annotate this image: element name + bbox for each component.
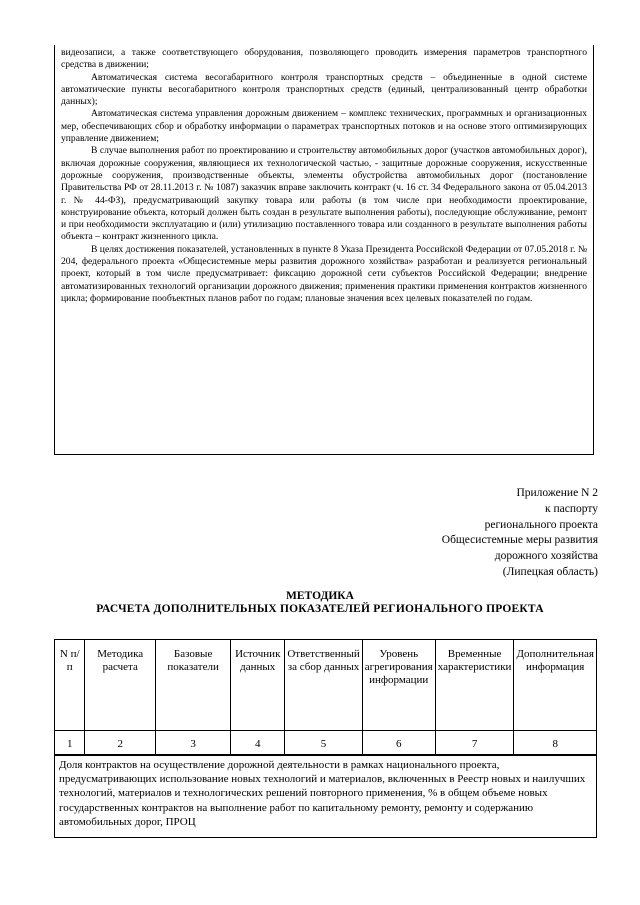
methodology-table xyxy=(54,639,597,756)
header-cell: Методика расчета xyxy=(85,640,156,731)
header-cell: Источник данных xyxy=(231,640,285,731)
number-cell: 5 xyxy=(285,731,362,756)
appendix-line: (Липецкая область) xyxy=(502,565,598,578)
appendix-line: Общесистемные меры развития xyxy=(441,534,598,547)
number-cell: 3 xyxy=(156,731,231,756)
appendix-line: дорожного хозяйства xyxy=(494,550,598,563)
number-cell: 8 xyxy=(514,731,597,756)
appendix-line: к паспорту xyxy=(545,502,598,515)
number-cell: 1 xyxy=(55,731,85,756)
paragraph: Автоматическая система управления дорожным движением – комплекс технических, программных и организационных мер, обеспечивающих сбор и обработку информации о параметрах транспортных потоков и на основе этого оптимизирующих управление движением; xyxy=(61,108,587,145)
document-title: МЕТОДИКА xyxy=(286,590,354,602)
header-cell: Базовые показатели xyxy=(156,640,231,731)
header-cell: Ответственный за сбор данных xyxy=(285,640,362,731)
number-cell: 7 xyxy=(435,731,514,756)
appendix-line: Приложение N 2 xyxy=(516,487,598,499)
number-cell: 2 xyxy=(85,731,156,756)
paragraph: Автоматическая система весогабаритного контроля транспортных средств – объединенные в одной системе автоматические пункты весогабаритного контроля транспортных средств (единый, централизованный центр обработки данных); xyxy=(61,71,587,108)
indicator-description: Доля контрактов на осуществление дорожной деятельности в рамках национального проекта, предусматривающих использование новых технологий и материалов, включенных в Реестр новых и наилучших технологий, материалов и технологических решений повторного применения, % в общем объеме новых государственных контрактов на выполнение работ по капитальному ремонту, ремонту и содержанию автомобильных дорог, ПРОЦ xyxy=(54,754,597,838)
text-box xyxy=(54,45,594,455)
header-cell: Дополнительная информация xyxy=(514,640,597,731)
table-header-row xyxy=(55,640,597,731)
number-cell: 4 xyxy=(231,731,285,756)
paragraph: видеозаписи, а также соответствующего оборудования, позволяющего проводить измерения параметров транспортного средства в движении; xyxy=(61,47,587,71)
table-number-row xyxy=(55,731,597,756)
document-subtitle: РАСЧЕТА ДОПОЛНИТЕЛЬНЫХ ПОКАЗАТЕЛЕЙ РЕГИОНАЛЬНОГО ПРОЕКТА xyxy=(96,603,544,615)
header-cell: N п/п xyxy=(55,640,85,731)
header-cell: Уровень агрегирования информации xyxy=(362,640,435,731)
header-cell: Временные характеристики xyxy=(435,640,514,731)
appendix-line: регионального проекта xyxy=(484,518,598,531)
appendix-header xyxy=(442,486,598,581)
paragraph: В целях достижения показателей, установленных в пункте 8 Указа Президента Российской Федерации от 07.05.2018 г. № 204, федерального проекта «Общесистемные меры развития дорожного хозяйства» разработан и реализуется региональный проект, который в том числе предусматривает: фиксацию дорожной сети субъектов Российской Федерации; внедрение автоматизированных технологий организации дорожного движения; применения практики применения контрактов жизненного цикла; формирование пообъектных планов работ по годам; плановые значения всех целевых показателей по годам. xyxy=(61,243,587,304)
number-cell: 6 xyxy=(362,731,435,756)
paragraph: В случае выполнения работ по проектированию и строительству автомобильных дорог (участков автомобильных дорог), включая дорожные сооружения, являющиеся их технологической частью, - защитные дорожные сооружения, искусственные дорожные сооружения, производственные объекты, элементы обустройства автомобильных дорог (постановление Правительства РФ от 28.11.2013 г. № 1087) заказчик вправе заключить контракт (ч. 16 ст. 34 Федерального закона от 05.04.2013 г. № 44-ФЗ), предусматривающий закупку товара или работы (в том числе при необходимости проектирование, конструирование объекта, который должен быть создан в результате выполнения работы), последующие обслуживание, ремонт и при необходимости эксплуатацию и (или) утилизацию поставленного товара или созданного в результате выполнения работы объекта – контракт жизненного цикла. xyxy=(61,145,587,243)
